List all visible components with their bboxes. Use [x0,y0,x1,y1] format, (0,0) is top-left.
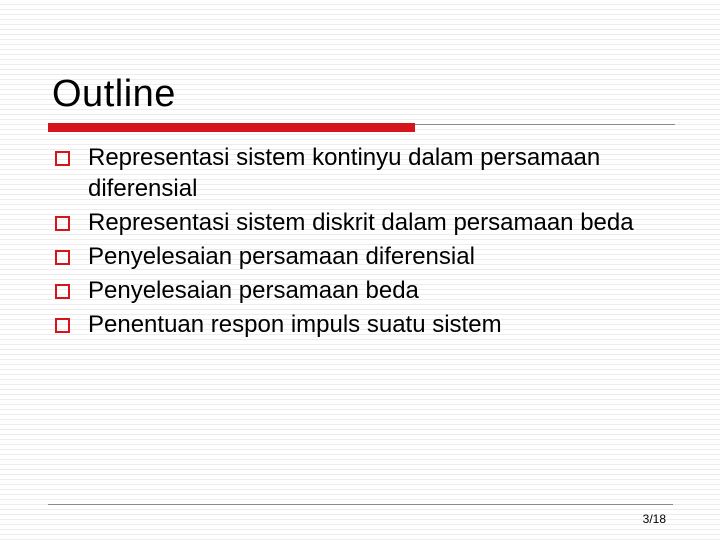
bullet-text: Representasi sistem diskrit dalam persamaan beda [88,209,634,236]
bullet-text: Penentuan respon impuls suatu sistem [88,311,502,338]
bullet-item [52,207,672,238]
bullet-list [52,142,672,343]
hollow-square-bullet-icon [55,250,70,265]
bullet-item [52,275,672,306]
footer-divider-line [48,504,673,505]
title-accent-bar [48,123,415,132]
bullet-text: Representasi sistem kontinyu dalam persamaan diferensial [88,144,601,202]
bullet-text: Penyelesaian persamaan diferensial [88,243,475,270]
hollow-square-bullet-icon [55,216,70,231]
hollow-square-bullet-icon [55,151,70,166]
page-number: 3/18 [642,512,666,526]
hollow-square-bullet-icon [55,318,70,333]
bullet-item [52,241,672,272]
bullet-item [52,309,672,340]
bullet-item [52,142,672,204]
hollow-square-bullet-icon [55,284,70,299]
bullet-text: Penyelesaian persamaan beda [88,277,419,304]
slide-title: Outline [52,73,176,115]
